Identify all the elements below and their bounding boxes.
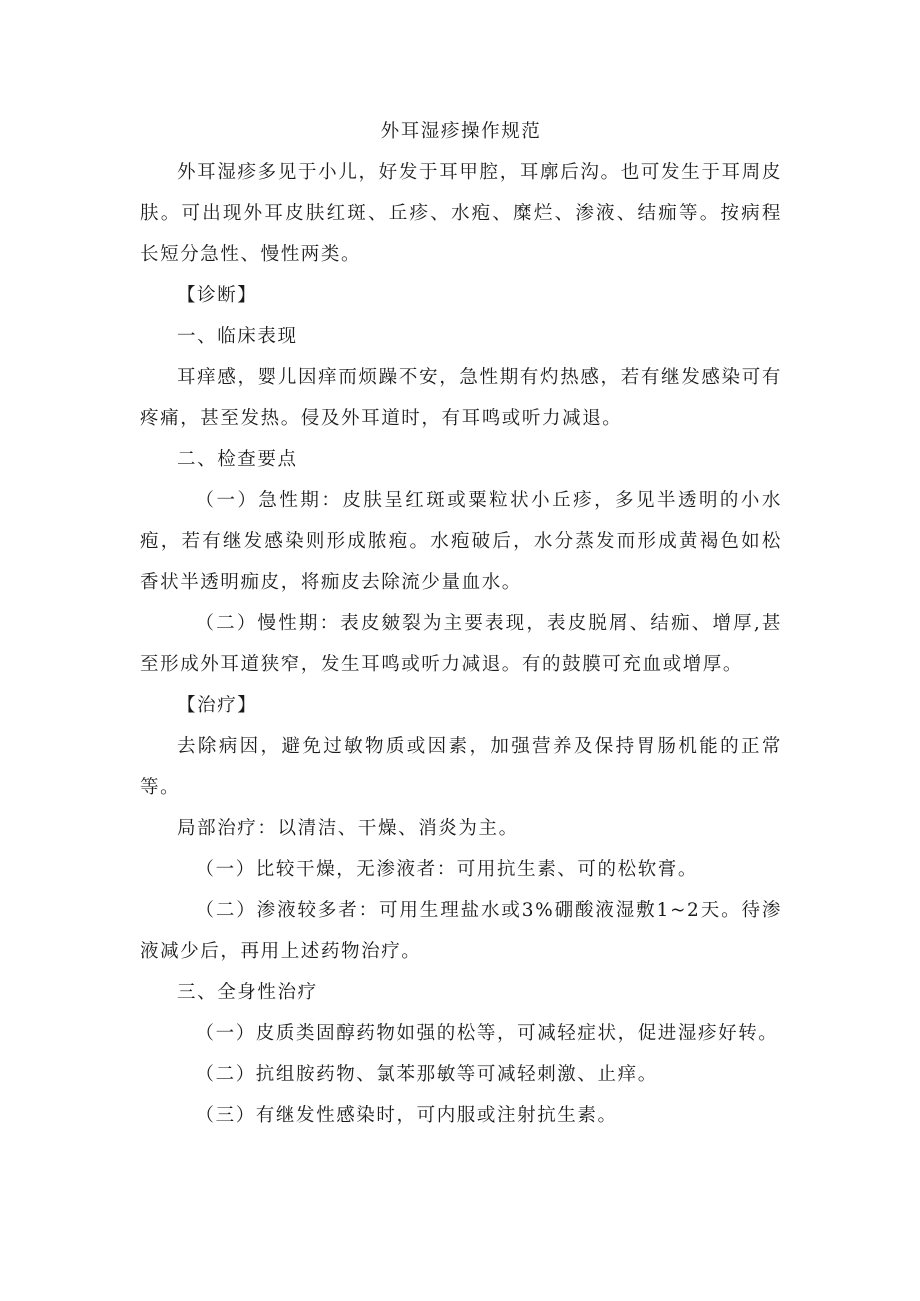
treatment-heading: 【治疗】	[177, 695, 258, 716]
systemic-item-3: （三）有继发性感染时，可内服或注射抗生素。	[195, 1105, 618, 1126]
local-treatment-line: 局部治疗：以清洁、干燥、消炎为主。	[177, 818, 519, 839]
local-treatment-item-1: （一）比较干燥，无渗液者：可用抗生素、可的松软膏。	[195, 859, 699, 880]
systemic-heading: 三、全身性治疗	[177, 982, 318, 1003]
systemic-item-2: （二）抗组胺药物、氯苯那敏等可减轻刺激、止痒。	[195, 1064, 658, 1085]
acute-paragraph: （一）急性期：皮肤呈红斑或粟粒状小丘疹，多见半透明的小水疱，若有继发感染则形成脓疱。水疱破后，水分蒸发而形成黄褐色如松香状半透明痂皮，将痂皮去除流少量血水。	[140, 490, 782, 593]
intro-paragraph: 外耳湿疹多见于小儿，好发于耳甲腔，耳廓后沟。也可发生于耳周皮肤。可出现外耳皮肤红斑、丘疹、水疱、糜烂、渗液、结痂等。按病程长短分急性、慢性两类。	[140, 162, 782, 265]
document-title: 外耳湿疹操作规范	[380, 121, 542, 142]
clinical-paragraph: 耳痒感，婴儿因痒而烦躁不安，急性期有灼热感，若有继发感染可有疼痛，甚至发热。侵及外耳道时，有耳鸣或听力减退。	[140, 367, 782, 429]
local-treatment-item-2: （二）渗液较多者：可用生理盐水或3%硼酸液湿敷1~2天。待渗液减少后，再用上述药物治疗。	[140, 900, 782, 962]
chronic-paragraph: （二）慢性期：表皮皴裂为主要表现，表皮脱屑、结痂、增厚,甚至形成外耳道狭窄，发生耳鸣或听力减退。有的鼓膜可充血或增厚。	[140, 613, 782, 675]
systemic-item-1: （一）皮质类固醇药物如强的松等，可减轻症状，促进湿疹好转。	[195, 1023, 779, 1044]
clinical-heading: 一、临床表现	[177, 326, 298, 347]
general-treatment-paragraph: 去除病因，避免过敏物质或因素，加强营养及保持胃肠机能的正常等。	[140, 736, 782, 798]
exam-heading: 二、检查要点	[177, 449, 298, 470]
diagnosis-heading: 【诊断】	[177, 285, 258, 306]
